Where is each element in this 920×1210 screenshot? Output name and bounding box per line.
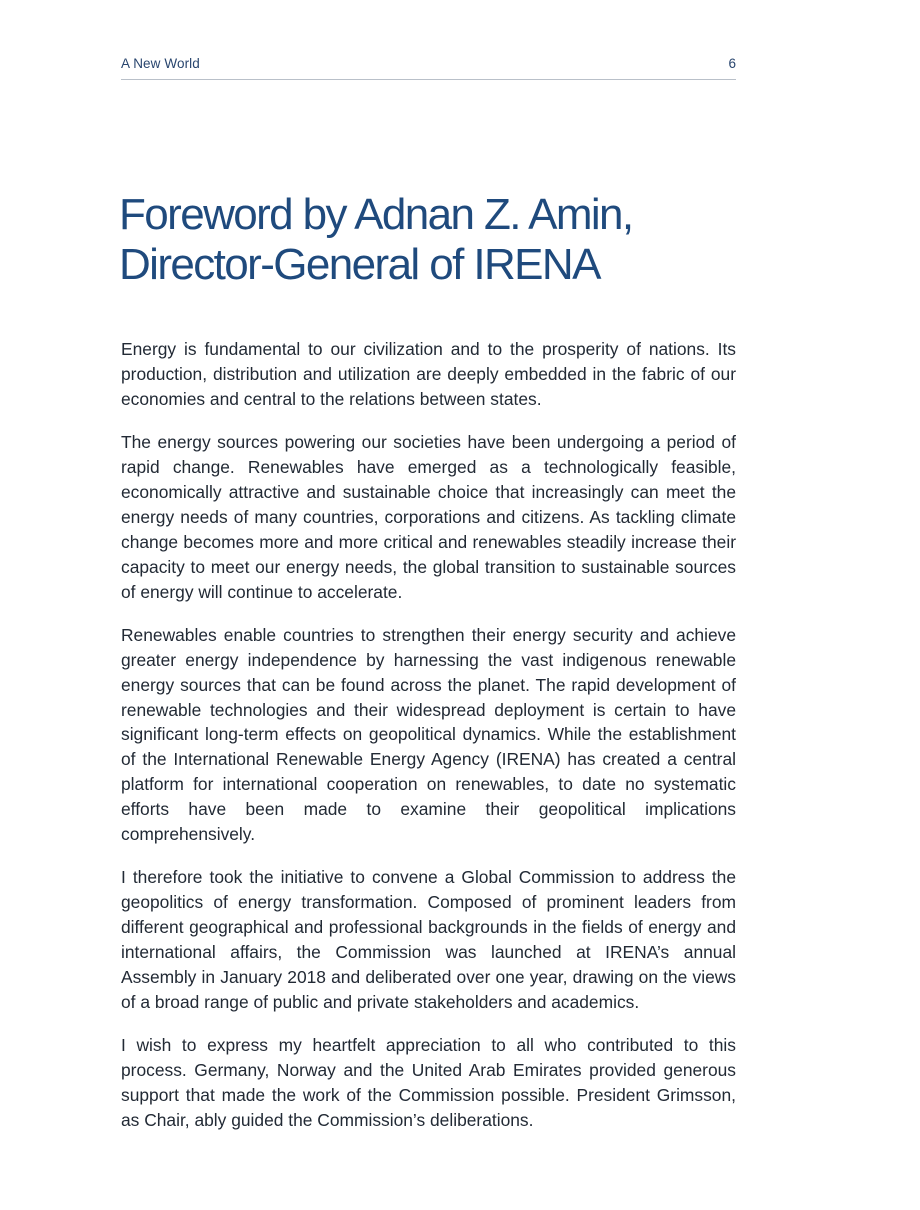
page-number: 6 <box>728 56 736 71</box>
page-header <box>121 55 736 80</box>
foreword-body <box>121 337 736 1151</box>
page-title-line-2: Director-General of IRENA <box>119 240 600 289</box>
paragraph: Renewables enable countries to strengthen their energy security and achieve greater energy independence by harnessing the vast indigenous renewable energy sources that can be found across the planet. The rapid development of renewable technologies and their widespread deployment is certain to have significant long-term effects on geopolitical dynamics. While the establishment of the International Renewable Energy Agency (IRENA) has created a central platform for international cooperation on renewables, to date no systematic efforts have been made to examine their geopolitical implications comprehensively. <box>121 624 736 845</box>
paragraph: The energy sources powering our societies have been undergoing a period of rapid change. Renewables have emerged as a technologically feasible, economically attractive and sustainable choice that increasingly can meet the energy needs of many countries, corporations and citizens. As tackling climate change becomes more and more critical and renewables steadily increase their capacity to meet our energy needs, the global transition to sustainable sources of energy will continue to accelerate. <box>121 432 736 602</box>
page-title <box>119 190 759 290</box>
paragraph: I therefore took the initiative to convene a Global Commission to address the geopolitics of energy transformation. Composed of prominent leaders from different geographical and professional backgrounds in the fields of energy and international affairs, the Commission was launched at IRENA’s annual Assembly in January 2018 and deliberated over one year, drawing on the views of a broad range of public and private stakeholders and academics. <box>121 867 736 1012</box>
running-header-title: A New World <box>121 56 200 71</box>
page-title-line-1: Foreword by Adnan Z. Amin, <box>119 190 633 239</box>
paragraph: Energy is fundamental to our civilization and to the prosperity of nations. Its production, distribution and utilization are deeply embedded in the fabric of our economies and central to the relations between states. <box>121 339 736 409</box>
paragraph: I wish to express my heartfelt appreciation to all who contributed to this process. Germany, Norway and the United Arab Emirates provided generous support that made the work of the Commission possible. President Grimsson, as Chair, ably guided the Commission’s deliberations. <box>121 1035 736 1130</box>
